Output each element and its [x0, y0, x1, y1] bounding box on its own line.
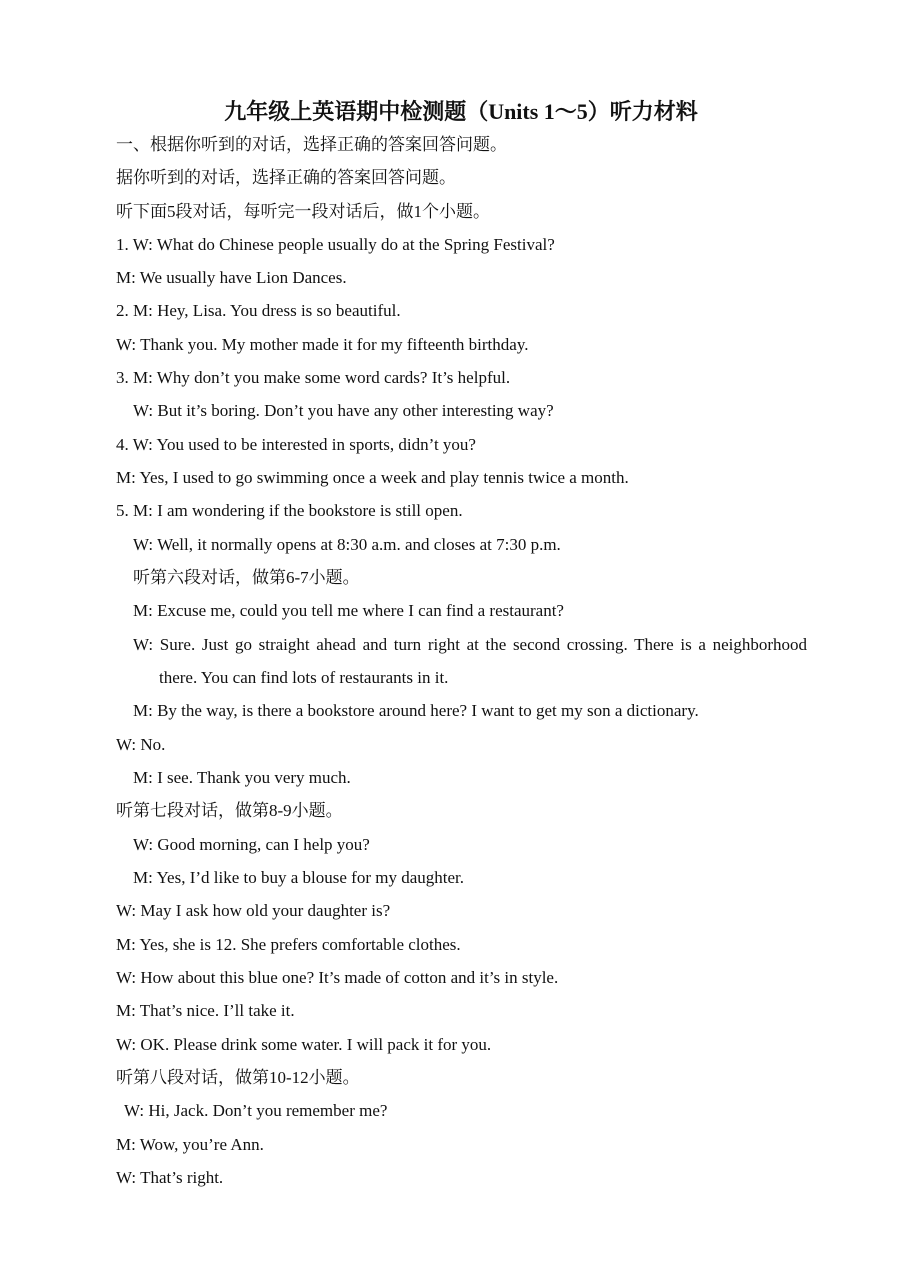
dialogue-line: W: No. — [116, 735, 166, 754]
dialogue-line: W: OK. Please drink some water. I will pack it for you. — [116, 1035, 492, 1054]
dialogue-line: M: Wow, you’re Ann. — [116, 1135, 264, 1154]
dialogue-line: W: Good morning, can I help you? — [133, 835, 370, 854]
dialogue-line-continued: there. You can find lots of restaurants in it. — [159, 668, 449, 687]
dialogue-line: W: May I ask how old your daughter is? — [116, 901, 391, 920]
dialogue-line: W: How about this blue one? It’s made of cotton and it’s in style. — [116, 968, 559, 987]
section-instruction: 听第八段对话，做第10-12小题。 — [116, 1068, 360, 1087]
dialogue-line: W: Thank you. My mother made it for my fifteenth birthday. — [116, 335, 529, 354]
dialogue-line: M: Yes, I’d like to buy a blouse for my daughter. — [133, 868, 464, 887]
dialogue-line: W: That’s right. — [116, 1168, 224, 1187]
dialogue-line: W: Well, it normally opens at 8:30 a.m. and closes at 7:30 p.m. — [133, 535, 561, 554]
dialogue-line: W: But it’s boring. Don’t you have any other interesting way? — [133, 401, 554, 420]
instruction-line: 据你听到的对话，选择正确的答案回答问题。 — [116, 168, 456, 187]
dialogue-line: W: Hi, Jack. Don’t you remember me? — [124, 1101, 388, 1120]
section-heading: 一、根据你听到的对话，选择正确的答案回答问题。 — [116, 135, 507, 154]
section-instruction: 听第七段对话，做第8-9小题。 — [116, 801, 343, 820]
dialogue-line: W: Sure. Just go straight ahead and turn right at the second crossing. There is a neighborhood — [133, 635, 807, 654]
dialogue-line: 1. W: What do Chinese people usually do at the Spring Festival? — [116, 235, 555, 254]
dialogue-line: 2. M: Hey, Lisa. You dress is so beautiful. — [116, 301, 401, 320]
instruction-line: 听下面5段对话，每听完一段对话后，做1个小题。 — [116, 202, 490, 221]
dialogue-line: 3. M: Why don’t you make some word cards? It’s helpful. — [116, 368, 511, 387]
dialogue-line: M: Yes, she is 12. She prefers comfortable clothes. — [116, 935, 461, 954]
dialogue-line: M: That’s nice. I’ll take it. — [116, 1001, 295, 1020]
section-instruction: 听第六段对话，做第6-7小题。 — [133, 568, 360, 587]
dialogue-line: M: We usually have Lion Dances. — [116, 268, 347, 287]
dialogue-line: M: By the way, is there a bookstore around here? I want to get my son a dictionary. — [133, 701, 699, 720]
document-title: 九年级上英语期中检测题（Units 1～5）听力材料 — [224, 99, 698, 124]
dialogue-line: M: I see. Thank you very much. — [133, 768, 351, 787]
dialogue-line: 5. M: I am wondering if the bookstore is still open. — [116, 501, 463, 520]
dialogue-line: 4. W: You used to be interested in sports, didn’t you? — [116, 435, 476, 454]
dialogue-line: M: Yes, I used to go swimming once a week and play tennis twice a month. — [116, 468, 629, 487]
dialogue-line: M: Excuse me, could you tell me where I can find a restaurant? — [133, 601, 564, 620]
